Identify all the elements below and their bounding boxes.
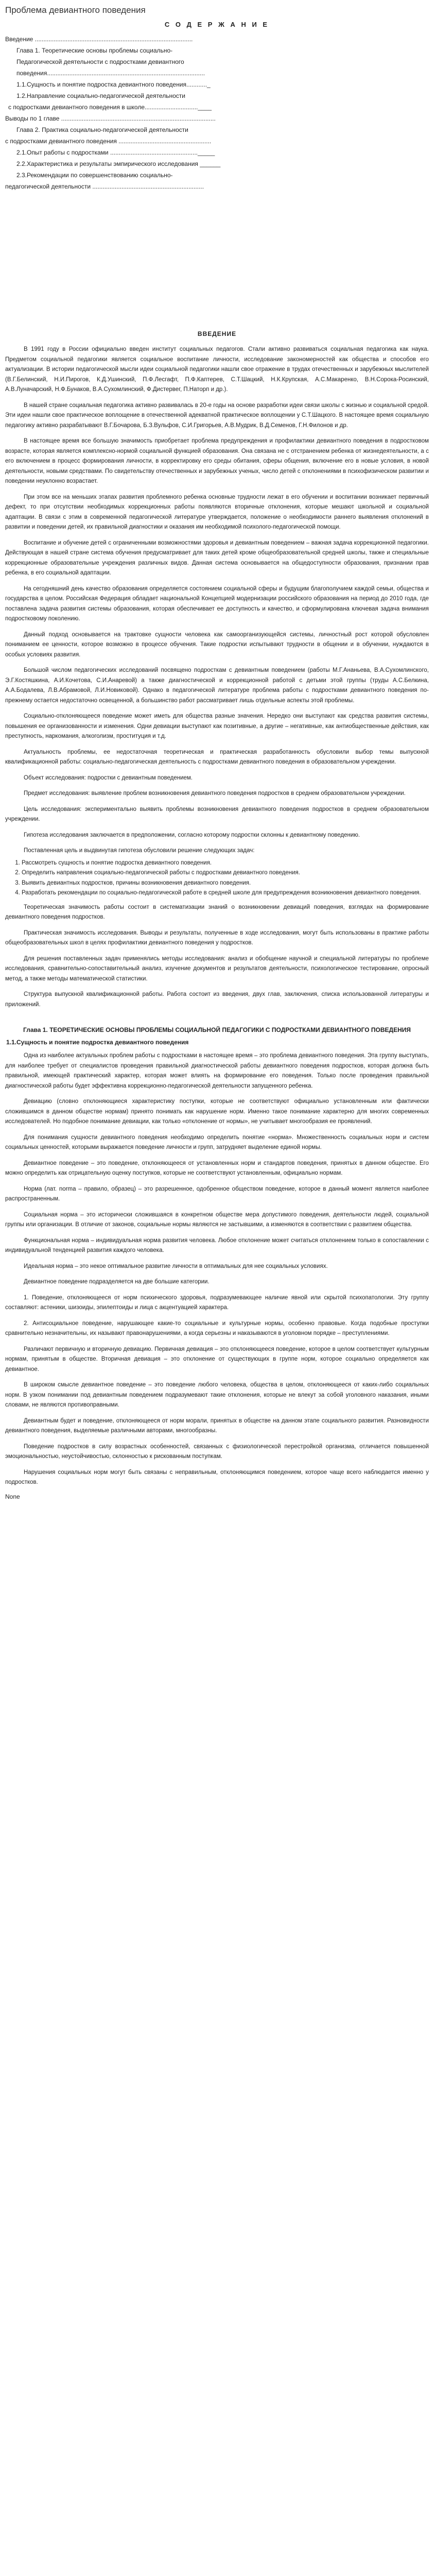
paragraph: Девиацию (словно отклоняющиеся характеристику поступки, которые не соответствуют официально установленным или фактически сложившимся в данном обществе нормам) принято понимать как нарушение норм. Именно такое понимание характерно для многих современных исследователей. Но подобное понимание девиации, как только «отклонение от нормы», не учитывает многообразия ее проявлений. [5,1098,429,1125]
toc-entry: с подростками девиантного поведения в школе...............................____ [8,104,212,111]
paragraph: Девиантным будет и поведение, отклоняющееся от норм морали, принятых в обществе на данном этапе социального развития. Разновидности девиантного поведения, выделяемые различными авторами, многообразны. [5,1417,429,1434]
paragraph: В широком смысле девиантное поведение – это поведение любого человека, общества в целом, отклоняющееся от каких-либо социальных норм. В узком понимании под девиантным поведением подразумевают такие отклонения, которые не влекут за собой уголовного наказания, иными словами, не являются противоправными. [5,1382,429,1408]
tasks-list [5,858,429,899]
blank-area [5,192,429,321]
paragraph: Объект исследования: подростки с девиантным поведением. [24,774,193,781]
paragraph: Большой числом педагогических исследований посвящено подросткам с девиантным поведением (работы М.Г.Ананьева, В.А.Сухомлинского, Э.Г.Костяшкина, А.И.Кочетова, С.И.Анаревой) а также диагностической и коррекционной работой с детьми этой группы (труды А.С.Белкина, А.А.Бодалева, Л.В.Абрамовой, Л.И.Новиковой). Однако в педагогической литературе проблема работы с подростками девиантного поведения по-прежнему остается недостаточно освещенной, а большинство работ рассматривает лишь отдельные аспекты этой проблемы. [5,667,429,704]
paragraph: В настоящее время все большую значимость приобретает проблема предупреждения и профилактики девиантного поведения в подростковом возрасте, которая является комплексно-нормой социальной функцией образования. Она связана не с отстранением ребенка от жизнедеятельности, а с его включением в процесс формирования личности, в корректировку его среды обитания, сферы общения, включение его в новые условия, в новой деятельности, новыми средствами. По свидетельству отечественных и зарубежных ученых, число детей с отклонениями в психофизическом развитии и поведении неуклонно возрастает. [5,438,429,484]
paragraph: Гипотеза исследования заключается в предположении, согласно которому подростки склонны к девиантному поведению. [24,832,360,838]
table-of-contents [5,33,429,192]
chapter-1-body [5,1051,429,1488]
paragraph: Функциональная норма – индивидуальная норма развития человека. Любое отклонение может считаться отклонением только в сопоставлении с индивидуальной тенденцией развития каждого человека. [5,1237,429,1253]
paragraph: При этом все на меньших этапах развития проблемного ребенка основные трудности лежат в его обучении и воспитании возникает первичный дефект, то при отсутствии необходимых коррекционных работы появляются вторичные отклонения, которые мешают школьной и социальной адаптации. В связи с этим в современной педагогической литературе утверждается, положение о необходимости раннего выявления отклонений в развитии и поведении детей, их правильной диагностики и оказания им необходимой психолого-педагогической помощи. [5,494,429,530]
toc-entry: 2.2.Характеристика и результаты эмпирического исследования ______ [16,160,221,167]
paragraph: Для понимания сущности девиантного поведения необходимо определить понятие «норма». Множественность социальных норм и систем социальных ценностей, которыми выражается поведение личности и групп, затрудняет выделение единой нормы. [5,1134,429,1150]
paragraph: Актуальность проблемы, ее недостаточная теоретическая и практическая разработанность обусловили выбор темы выпускной квалификационной работы: социально-педагогическая деятельность с подростками девиантного поведения в образовательном учреждении. [5,749,429,765]
toc-entry: Педагогической деятельности с подростками девиантного [16,58,184,65]
paragraph: Практическая значимость исследования. Выводы и результаты, полученные в ходе исследования, могут быть использованы в практике работы общеобразовательных школ в целях профилактики девиантного поведения у подростков. [5,929,429,946]
paragraph: Различают первичную и вторичную девиацию. Первичная девиация – это отклоняющееся поведение, которое в целом соответствует культурным нормам, принятым в обществе. Вторичная девиация – это отклонение от существующих в группе норм, которое социально определяется как девиантное. [5,1346,429,1372]
introduction-title: ВВЕДЕНИЕ [197,330,237,337]
paragraph: Данный подход основывается на трактовке сущности человека как самоорганизующейся системы, личностный рост которой обусловлен пониманием ее ценности, которое возможно в процессе обучения. Такие подростки испытывают трудности в общении и в обучении, нуждаются в особых условиях развития. [5,631,429,658]
paragraph: 1. Поведение, отклоняющееся от норм психического здоровья, подразумевающее наличие явной или скрытой психопатологии. Эту группу составляют: астеники, шизоиды, эпилептоиды и лица с акцентуацией характера. [5,1294,429,1311]
paragraph: Поставленная цель и выдвинутая гипотеза обусловили решение следующих задач: [24,848,255,854]
paragraph: Социальная норма – это исторически сложившаяся в конкретном обществе мера допустимого поведения, деятельности людей, социальной группы или организации. В отличие от законов, социальные нормы являются не застывшими, а изменяются в соответствии с развитием общества. [5,1211,429,1228]
toc-entry: 1.1.Сущность и понятие подростка девиантного поведения............_ [16,81,211,88]
task-item: 3. Выявить девиантных подростков, причины возникновения девиантного поведения. [22,878,429,889]
toc-entry: 2.1.Опыт работы с подростками ..................................................._____ [16,149,215,156]
paragraph: В нашей стране социальная педагогика активно развивалась в 20-е годы на основе разработки идеи связи школы с жизнью и социальной средой. Эти идеи нашли свое практическое воплощение в отечественной адекватной практическое воплощении у С.Т.Шацкого. В настоящее время социальную педагогику активно разрабатывают В.Г.Бочарова, Б.З.Вульфов, С.И.Григорьев, А.В.Мудрик, В.Д.Семенов, Г.Н.Филонов и др. [5,402,429,429]
toc-entry: Глава 1. Теоретические основы проблемы социально- [16,47,173,54]
toc-entry: 2.3.Рекомендации по совершенствованию социально- [16,172,173,179]
task-item: 4. Разработать рекомендации по социально-педагогической работе в средней школе для предупреждения возникновения девиантного поведения. [22,888,429,899]
paragraph: Девиантное поведение – это поведение, отклоняющееся от установленных норм и стандартов поведения, принятых в данном обществе. Его можно определить как отрицательную оценку поступков, которые не соответствуют установленным, официально нормам. [5,1160,429,1176]
paragraph: Социально-отклоняющееся поведение может иметь для общества разные значения. Нередко они выступают как средства развития системы, повышения ее организованности и изменения. Одни девиации выступают как позитивные, а другие – негативные, как антиобщественные действия, как преступность, наркомания, алкоголизм, проституция и т.д. [5,713,429,739]
paragraph: Цель исследования: экспериментально выявить проблемы возникновения девиантного поведения подростков в среднем образовательном учреждении. [5,806,429,822]
toc-entry: педагогической деятельности ................................................................. [5,183,204,190]
paragraph: Предмет исследования: выявление проблем возникновения девиантного поведения подростков в среднем образовательном учреждении. [24,790,406,796]
task-item: 1. Рассмотреть сущность и понятие подростка девиантного поведения. [22,858,429,869]
paragraph: 2. Антисоциальное поведение, нарушающее какие-то социальные и культурные нормы, особенно правовые. Когда подобные проступки сравнительно незначительны, их называют правонарушениями, а когда серьезны и наказываются в уголовном порядке – преступлениями. [5,1320,429,1336]
introduction-body [5,345,429,856]
toc-entry: Введение ............................................................................................ [5,36,193,43]
paragraph: Одна из наиболее актуальных проблем работы с подростками в настоящее время – это проблема девиантного поведения. Эта группу выступать, для наиболее требует от специалистов проведения правильной диагностической работы девиантного поведения подростков, которая должна быть правильной, имеющей практический характер, которая может влиять на формирование его поведения. Только после проведения правильной диагностической работы будет эффективна коррекционно-педагогической деятельности запущенного ребенка. [5,1053,429,1089]
paragraph: Структура выпускной квалификационной работы. Работа состоит из введения, двух глав, заключения, списка использованной литературы и приложений. [5,991,429,1008]
introduction-conclusion [5,903,429,1010]
paragraph: Норма (лат. norma – правило, образец) – это разрешенное, одобренное обществом поведение, которое в данный момент является наиболее распространенным. [5,1185,429,1202]
paragraph: Поведение подростков в силу возрастных особенностей, связанных с физиологической перестройкой организма, отличается повышенной эмоциональностью, неустойчивостью, склонностью к рискованным поступкам. [5,1443,429,1460]
paragraph: Нарушения социальных норм могут быть связаны с неправильным, отклоняющимся поведением, которое чаще всего наблюдается именно у подростков. [5,1469,429,1485]
toc-entry: с подростками девиантного поведения ...................................................... [5,138,212,145]
toc-heading: С О Д Е Р Ж А Н И Е [164,21,270,28]
paragraph: В 1991 году в России официально введен институт социальных педагогов. Стали активно развиваться социальная педагогика как наука. Предметом социальной педагогики является социальное воспитание личности, исследование закономерностей как общества и способов его актуализации. В истории педагогической мысли идеи социальной педагогики нашли свое отражение в трудах отечественных и зарубежных мыслителей (В.Г.Белинский, Н.И.Пирогов, К.Д.Ушинский, П.Ф.Лесгафт, П.Ф.Каптерев, С.Т.Шацкий, Н.К.Крупская, А.С.Макаренко, В.Н.Сорока-Росинский, А.В.Луначарский, Н.Ф.Бунаков, В.А.Сухомлинский, Ф.Дистервег, П.Наторп и др.). [5,346,429,393]
paragraph: Теоретическая значимость работы состоит в систематизации знаний о возникновении девиаций поведения, взглядах на формирование девиантного поведения подростков. [5,904,429,920]
paragraph: Воспитание и обучение детей с ограниченными возможностями здоровья и девиантным поведением – важная задача коррекционной педагогики. Действующая в нашей стране система обучения предусматривает для таких детей кроме общеобразовательной средней школы, также и специальные коррекционные образовательные учреждения различных видов. Данная система основывается на общедоступности образования, признании прав ребенка, в его социальной адаптации. [5,539,429,576]
toc-entry: Глава 2. Практика социально-педагогической деятельности [16,126,188,133]
paragraph: На сегодняшний день качество образования определяется состоянием социальной сферы и будущим благополучием каждой семьи, общества и государства в целом. Российская Федерация обладает национальной Концепцией модернизации российского образования на период до 2010 года, где поставлена задача развития системы образования, которая обеспечивает ее доступность и качество, и сформулирована ключевая задача внимания подростковому поколению. [5,585,429,622]
chapter-1-title: Глава 1. ТЕОРЕТИЧЕСКИЕ ОСНОВЫ ПРОБЛЕМЫ СОЦИАЛЬНОЙ ПЕДАГОГИКИ С ПОДРОСТКАМИ ДЕВИАНТНОГО ПОВЕДЕНИЯ [23,1026,411,1033]
document-title: Проблема девиантного поведения [5,5,146,15]
paragraph: Девиантное поведение подразделяется на две большие категории. [24,1279,210,1285]
subsection-1-1-title: 1.1.Сущность и понятие подростка девиантного поведения [6,1039,189,1046]
toc-entry: Выводы по 1 главе .......................................................................................... [5,115,216,122]
footer-text: None [5,1493,20,1500]
paragraph: Для решения поставленных задач применялись методы исследования: анализ и обобщение научной и специальной литературы по проблеме исследования, сравнительно-сопоставительный анализ, изучение документов и результатов деятельности, психологическое тестирование, опросный метод, а также методы математической статистики. [5,955,429,982]
paragraph: Идеальная норма – это некое оптимальное развитие личности в оптимальных для нее социальных условиях. [24,1263,328,1269]
task-item: 2. Определить направления социально-педагогической работы с подростками девиантного поведения. [22,868,429,878]
toc-entry: 1.2.Направление социально-педагогической деятельности [16,92,185,99]
toc-entry: поведения............................................................................................ [16,70,205,77]
